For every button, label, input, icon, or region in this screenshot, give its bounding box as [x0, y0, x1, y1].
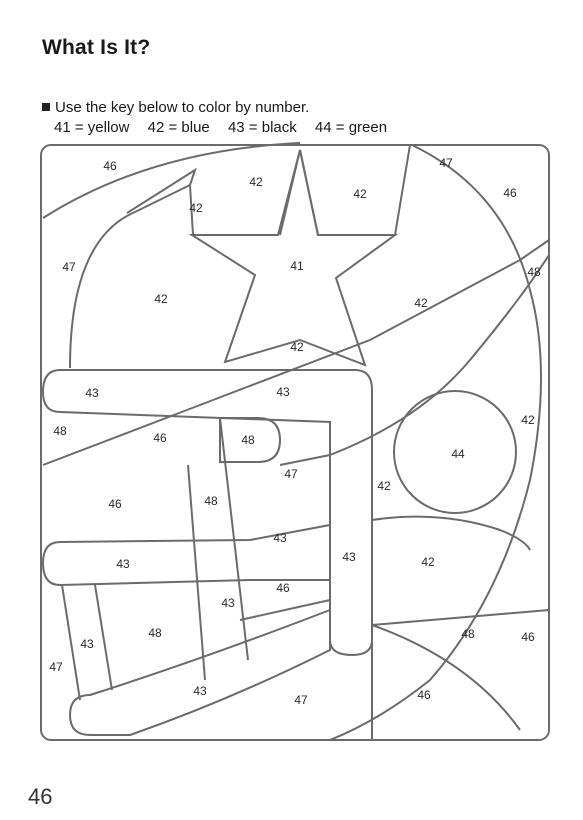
puzzle-frame: [41, 145, 549, 740]
region-number: 48: [53, 424, 67, 438]
jaw-arc: [372, 517, 530, 550]
facemask-middle-bar: [43, 525, 330, 585]
facemask-vertical-c: [62, 585, 80, 700]
region-number: 43: [276, 385, 290, 399]
key-item-green: 44 = green: [314, 119, 388, 136]
region-number: 41: [290, 259, 304, 273]
jaw-lower-arc: [372, 625, 520, 730]
region-number: 43: [221, 596, 235, 610]
instruction-text: Use the key below to color by number.: [55, 99, 310, 116]
region-number: 43: [85, 386, 99, 400]
region-number: 48: [527, 265, 541, 279]
key-item-yellow: 41 = yellow: [54, 119, 130, 136]
region-number: 42: [353, 187, 367, 201]
region-number: 47: [49, 660, 63, 674]
page-title: What Is It?: [42, 36, 151, 59]
helmet-inner-arc: [70, 185, 190, 368]
facemask-vertical-b: [220, 418, 248, 660]
key-item-black: 43 = black: [227, 119, 297, 136]
region-number: 47: [294, 693, 308, 707]
jaw-line: [372, 610, 549, 625]
facemask-vertical-d: [95, 585, 112, 690]
region-number: 42: [249, 175, 263, 189]
region-number: 46: [153, 431, 167, 445]
facemask-vertical-a: [188, 465, 205, 680]
region-number: 42: [189, 201, 203, 215]
region-number: 43: [116, 557, 130, 571]
region-number: 48: [241, 433, 255, 447]
region-number: 42: [290, 340, 304, 354]
region-number: 43: [193, 684, 207, 698]
region-number: 46: [503, 186, 517, 200]
region-number: 47: [62, 260, 76, 274]
region-number: 43: [80, 637, 94, 651]
region-number: 46: [108, 497, 122, 511]
region-number: 48: [461, 627, 475, 641]
region-number: 43: [342, 550, 356, 564]
region-number: 47: [439, 156, 453, 170]
region-number: 47: [284, 467, 298, 481]
key-item-blue: 42 = blue: [147, 119, 210, 136]
region-number: 43: [273, 531, 287, 545]
region-number: 42: [521, 413, 535, 427]
region-number: 42: [421, 555, 435, 569]
region-number: 42: [154, 292, 168, 306]
region-number: 48: [148, 626, 162, 640]
region-number: 48: [204, 494, 218, 508]
page-number: 46: [28, 784, 53, 809]
star-divider-left: [280, 150, 300, 235]
star-left-panel: [127, 170, 195, 235]
region-number: 44: [451, 447, 465, 461]
facemask-cross: [240, 600, 330, 620]
region-number: 46: [417, 688, 431, 702]
region-number: 42: [414, 296, 428, 310]
star-shape: [192, 150, 395, 365]
region-number: 42: [377, 479, 391, 493]
region-number: 46: [521, 630, 535, 644]
region-number: 46: [103, 159, 117, 173]
region-number: 46: [276, 581, 290, 595]
